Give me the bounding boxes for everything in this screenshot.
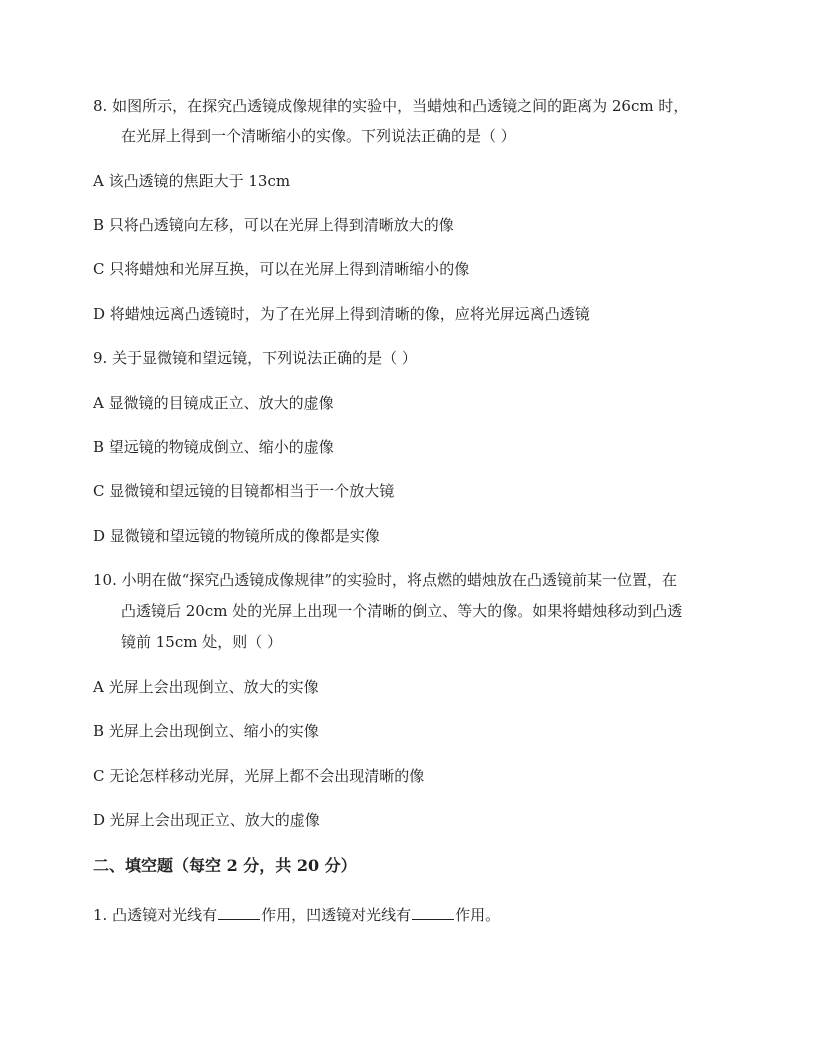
q8-option-a: A 该凸透镜的焦距大于 13cm xyxy=(93,172,291,190)
answer-blank xyxy=(412,905,454,920)
section-heading: 二、填空题（每空 2 分，共 20 分） xyxy=(93,856,357,875)
q9-stem: 9. 关于显微镜和望远镜，下列说法正确的是（ ） xyxy=(93,349,417,367)
q8-stem-line1: 8. 如图所示，在探究凸透镜成像规律的实验中，当蜡烛和凸透镜之间的距离为 26cm 时， xyxy=(93,97,689,115)
fill1-text-part2: 作用，凹透镜对光线有 xyxy=(261,906,412,924)
q10-stem-line1: 10. 小明在做“探究凸透镜成像规律”的实验时，将点燃的蜡烛放在凸透镜前某一位置，在 xyxy=(93,571,677,589)
q9-option-a: A 显微镜的目镜成正立、放大的虚像 xyxy=(93,394,334,412)
q10-option-d: D 光屏上会出现正立、放大的虚像 xyxy=(93,811,320,829)
fill1-text-part1: 1. 凸透镜对光线有 xyxy=(93,906,218,924)
q8-option-d: D 将蜡烛远离凸透镜时，为了在光屏上得到清晰的像，应将光屏远离凸透镜 xyxy=(93,305,590,323)
q10-stem-line3: 镜前 15cm 处，则（ ） xyxy=(121,633,283,651)
q9-option-b: B 望远镜的物镜成倒立、缩小的虚像 xyxy=(93,438,334,456)
q9-option-c: C 显微镜和望远镜的目镜都相当于一个放大镜 xyxy=(93,482,395,500)
fill1-text-part3: 作用。 xyxy=(455,906,501,924)
answer-blank xyxy=(218,905,260,920)
q10-option-c: C 无论怎样移动光屏，光屏上都不会出现清晰的像 xyxy=(93,767,425,785)
q9-option-d: D 显微镜和望远镜的物镜所成的像都是实像 xyxy=(93,527,380,545)
q8-option-c: C 只将蜡烛和光屏互换，可以在光屏上得到清晰缩小的像 xyxy=(93,260,470,278)
fill-question-1 xyxy=(93,905,733,925)
q10-option-b: B 光屏上会出现倒立、缩小的实像 xyxy=(93,722,319,740)
q8-option-b: B 只将凸透镜向左移，可以在光屏上得到清晰放大的像 xyxy=(93,216,454,234)
q8-stem-line2: 在光屏上得到一个清晰缩小的实像。下列说法正确的是（ ） xyxy=(121,127,516,145)
q10-stem-line2: 凸透镜后 20cm 处的光屏上出现一个清晰的倒立、等大的像。如果将蜡烛移动到凸透 xyxy=(121,602,683,620)
q10-option-a: A 光屏上会出现倒立、放大的实像 xyxy=(93,678,319,696)
